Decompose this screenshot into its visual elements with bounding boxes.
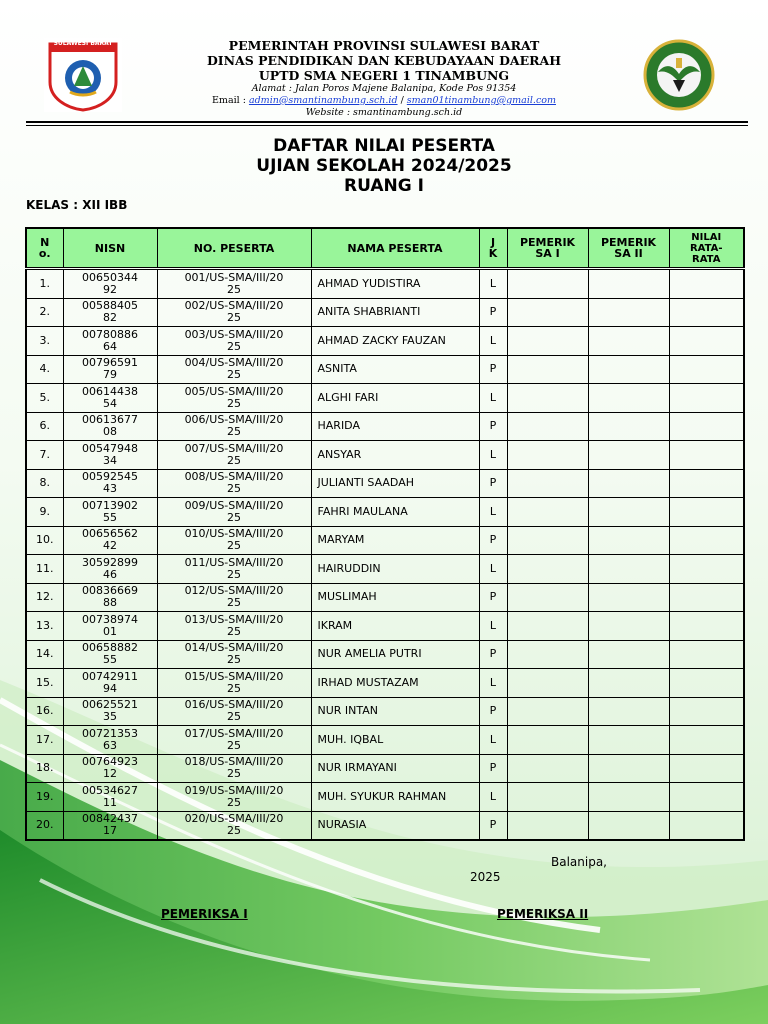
cell-nama-peserta: MUSLIMAH [311,583,479,612]
cell-nama-peserta: NUR INTAN [311,697,479,726]
cell-nilai[interactable] [669,469,744,498]
cell-no: 6. [26,412,63,441]
cell-nisn: 0054794834 [63,441,157,470]
cell-no: 15. [26,669,63,698]
cell-nilai[interactable] [669,498,744,527]
cell-pemeriksa-1[interactable] [507,583,588,612]
cell-pemeriksa-2[interactable] [588,811,669,840]
cell-nilai[interactable] [669,555,744,584]
cell-no: 19. [26,783,63,812]
cell-no-peserta: 006/US-SMA/III/2025 [157,412,311,441]
cell-pemeriksa-2[interactable] [588,355,669,384]
cell-no: 2. [26,298,63,327]
cell-nama-peserta: NUR IRMAYANI [311,754,479,783]
cell-no: 7. [26,441,63,470]
cell-no: 10. [26,526,63,555]
government-name: PEMERINTAH PROVINSI SULAWESI BARAT [228,38,540,53]
cell-pemeriksa-1[interactable] [507,469,588,498]
signing-place: Balanipa, [551,855,607,869]
cell-pemeriksa-2[interactable] [588,441,669,470]
cell-pemeriksa-2[interactable] [588,640,669,669]
cell-no-peserta: 005/US-SMA/III/2025 [157,384,311,413]
cell-no: 13. [26,612,63,641]
cell-no: 16. [26,697,63,726]
cell-no-peserta: 016/US-SMA/III/2025 [157,697,311,726]
cell-nilai[interactable] [669,783,744,812]
header-no-peserta: NO. PESERTA [157,228,311,269]
cell-nisn: 0072135363 [63,726,157,755]
table-row [26,441,744,470]
cell-no: 20. [26,811,63,840]
header-pemeriksa-2: PEMERIKSA II [588,228,669,269]
cell-nilai[interactable] [669,384,744,413]
table-row [26,754,744,783]
cell-nisn: 0062552135 [63,697,157,726]
cell-nama-peserta: AHMAD YUDISTIRA [311,269,479,299]
email-link-school[interactable]: sman01tinambung@gmail.com [406,95,556,106]
cell-nilai[interactable] [669,697,744,726]
cell-no-peserta: 012/US-SMA/III/2025 [157,583,311,612]
header-no: No. [26,228,63,269]
cell-no-peserta: 003/US-SMA/III/2025 [157,327,311,356]
cell-pemeriksa-2[interactable] [588,526,669,555]
title-line-1: DAFTAR NILAI PESERTA [273,136,495,156]
cell-no: 17. [26,726,63,755]
cell-nama-peserta: MUH. SYUKUR RAHMAN [311,783,479,812]
cell-no-peserta: 011/US-SMA/III/2025 [157,555,311,584]
cell-jk: L [479,269,507,299]
cell-pemeriksa-1[interactable] [507,697,588,726]
cell-nisn: 0058840582 [63,298,157,327]
table-row [26,526,744,555]
cell-jk: P [479,355,507,384]
cell-no-peserta: 015/US-SMA/III/2025 [157,669,311,698]
cell-nisn: 0084243717 [63,811,157,840]
table-row [26,298,744,327]
cell-nama-peserta: NURASIA [311,811,479,840]
table-row [26,327,744,356]
score-table [25,227,745,841]
table-row [26,583,744,612]
cell-no: 5. [26,384,63,413]
province-logo [44,38,122,112]
agency-name: DINAS PENDIDIKAN DAN KEBUDAYAAN DAERAH [206,53,562,68]
cell-pemeriksa-2[interactable] [588,269,669,299]
cell-no-peserta: 004/US-SMA/III/2025 [157,355,311,384]
cell-pemeriksa-1[interactable] [507,327,588,356]
signature-examiner-1: PEMERIKSA I [161,907,248,921]
cell-pemeriksa-1[interactable] [507,498,588,527]
cell-jk: P [479,640,507,669]
cell-nama-peserta: IRHAD MUSTAZAM [311,669,479,698]
cell-nama-peserta: ANSYAR [311,441,479,470]
cell-nama-peserta: HAIRUDDIN [311,555,479,584]
table-row [26,612,744,641]
cell-nisn: 3059289946 [63,555,157,584]
cell-nisn: 0074291194 [63,669,157,698]
school-logo [640,38,718,112]
letterhead [130,38,638,119]
email-link-admin[interactable]: admin@smantinambung.sch.id [248,95,398,106]
cell-pemeriksa-1[interactable] [507,555,588,584]
email-line [130,95,638,107]
cell-jk: P [479,583,507,612]
title-line-2: UJIAN SEKOLAH 2024/2025 [256,156,512,176]
cell-pemeriksa-1[interactable] [507,412,588,441]
cell-jk: L [479,441,507,470]
cell-no: 14. [26,640,63,669]
cell-pemeriksa-2[interactable] [588,327,669,356]
cell-nilai[interactable] [669,612,744,641]
cell-nama-peserta: ANITA SHABRIANTI [311,298,479,327]
school-address: Alamat : Jalan Poros Majene Balanipa, Kode Pos 91354 [251,83,517,94]
cell-pemeriksa-1[interactable] [507,612,588,641]
cell-nisn: 0053462711 [63,783,157,812]
cell-pemeriksa-1[interactable] [507,640,588,669]
cell-pemeriksa-1[interactable] [507,783,588,812]
table-row [26,355,744,384]
cell-pemeriksa-1[interactable] [507,355,588,384]
cell-nilai[interactable] [669,441,744,470]
header-pemeriksa-1: PEMERIKSA I [507,228,588,269]
cell-pemeriksa-1[interactable] [507,384,588,413]
cell-jk: L [479,384,507,413]
cell-nilai[interactable] [669,327,744,356]
cell-jk: P [479,697,507,726]
cell-nama-peserta: MUH. IQBAL [311,726,479,755]
cell-no-peserta: 009/US-SMA/III/2025 [157,498,311,527]
cell-nama-peserta: FAHRI MAULANA [311,498,479,527]
cell-pemeriksa-1[interactable] [507,811,588,840]
class-label: KELAS : XII IBB [26,198,128,212]
cell-nilai[interactable] [669,583,744,612]
document-title [0,136,768,196]
cell-no-peserta: 014/US-SMA/III/2025 [157,640,311,669]
cell-no-peserta: 007/US-SMA/III/2025 [157,441,311,470]
cell-nilai[interactable] [669,412,744,441]
cell-jk: L [479,669,507,698]
table-row [26,811,744,840]
cell-nama-peserta: AHMAD ZACKY FAUZAN [311,327,479,356]
cell-nama-peserta: HARIDA [311,412,479,441]
cell-pemeriksa-2[interactable] [588,783,669,812]
cell-jk: P [479,526,507,555]
cell-pemeriksa-1[interactable] [507,298,588,327]
cell-no: 9. [26,498,63,527]
cell-pemeriksa-1[interactable] [507,726,588,755]
cell-nilai[interactable] [669,640,744,669]
cell-jk: P [479,754,507,783]
cell-nilai[interactable] [669,726,744,755]
cell-nisn: 0065034492 [63,269,157,299]
cell-jk: P [479,469,507,498]
table-row [26,269,744,299]
cell-no-peserta: 002/US-SMA/III/2025 [157,298,311,327]
cell-no-peserta: 020/US-SMA/III/2025 [157,811,311,840]
cell-nisn: 0059254543 [63,469,157,498]
signing-year: 2025 [470,870,501,884]
cell-no-peserta: 001/US-SMA/III/2025 [157,269,311,299]
cell-nilai[interactable] [669,811,744,840]
cell-pemeriksa-2[interactable] [588,469,669,498]
table-row [26,555,744,584]
email-separator: / [397,95,407,106]
cell-pemeriksa-2[interactable] [588,754,669,783]
cell-no: 3. [26,327,63,356]
table-row [26,498,744,527]
cell-pemeriksa-2[interactable] [588,669,669,698]
table-row [26,412,744,441]
cell-nilai[interactable] [669,754,744,783]
cell-nama-peserta: NUR AMELIA PUTRI [311,640,479,669]
cell-nisn: 0083666988 [63,583,157,612]
cell-jk: L [479,327,507,356]
cell-pemeriksa-2[interactable] [588,498,669,527]
logo-caption: SULAWESI BARAT [53,40,113,47]
email-label: Email : [212,95,249,106]
cell-no: 18. [26,754,63,783]
cell-nama-peserta: ALGHI FARI [311,384,479,413]
cell-nama-peserta: JULIANTI SAADAH [311,469,479,498]
cell-no-peserta: 019/US-SMA/III/2025 [157,783,311,812]
table-row [26,469,744,498]
cell-nilai[interactable] [669,669,744,698]
cell-nisn: 0065656242 [63,526,157,555]
cell-jk: L [479,783,507,812]
cell-jk: L [479,555,507,584]
cell-no-peserta: 008/US-SMA/III/2025 [157,469,311,498]
cell-pemeriksa-2[interactable] [588,412,669,441]
cell-pemeriksa-1[interactable] [507,669,588,698]
cell-nisn: 0061443854 [63,384,157,413]
header-nama-peserta: NAMA PESERTA [311,228,479,269]
cell-nilai[interactable] [669,298,744,327]
cell-jk: P [479,412,507,441]
table-row [26,697,744,726]
cell-jk: P [479,811,507,840]
cell-pemeriksa-1[interactable] [507,526,588,555]
cell-nisn: 0061367708 [63,412,157,441]
cell-pemeriksa-1[interactable] [507,754,588,783]
cell-no-peserta: 013/US-SMA/III/2025 [157,612,311,641]
cell-no: 11. [26,555,63,584]
cell-pemeriksa-2[interactable] [588,726,669,755]
header-nilai-rata-rata: NILAI RATA-RATA [669,228,744,269]
cell-nilai[interactable] [669,526,744,555]
cell-no-peserta: 010/US-SMA/III/2025 [157,526,311,555]
letterhead-rule-thin [26,125,748,126]
cell-pemeriksa-2[interactable] [588,612,669,641]
cell-nilai[interactable] [669,269,744,299]
table-row [26,783,744,812]
table-row [26,384,744,413]
table-header-row [26,228,744,269]
cell-jk: P [479,298,507,327]
cell-nama-peserta: ASNITA [311,355,479,384]
cell-pemeriksa-2[interactable] [588,583,669,612]
cell-no: 1. [26,269,63,299]
signature-examiner-2: PEMERIKSA II [497,907,589,921]
table-row [26,726,744,755]
cell-jk: L [479,726,507,755]
header-jk: JK [479,228,507,269]
title-line-3: RUANG I [344,176,424,196]
cell-no: 4. [26,355,63,384]
letterhead-rule-thick [26,121,748,123]
cell-nama-peserta: MARYAM [311,526,479,555]
cell-nilai[interactable] [669,355,744,384]
cell-no-peserta: 017/US-SMA/III/2025 [157,726,311,755]
cell-pemeriksa-1[interactable] [507,269,588,299]
cell-no: 12. [26,583,63,612]
cell-jk: L [479,612,507,641]
cell-pemeriksa-2[interactable] [588,697,669,726]
table-row [26,640,744,669]
cell-pemeriksa-1[interactable] [507,441,588,470]
cell-nisn: 0078088664 [63,327,157,356]
cell-no-peserta: 018/US-SMA/III/2025 [157,754,311,783]
cell-no: 8. [26,469,63,498]
cell-nisn: 0079659179 [63,355,157,384]
cell-nisn: 0073897401 [63,612,157,641]
cell-nisn: 0065888255 [63,640,157,669]
website-line: Website : smantinambung.sch.id [305,107,463,118]
cell-nama-peserta: IKRAM [311,612,479,641]
school-name: UPTD SMA NEGERI 1 TINAMBUNG [258,68,510,83]
cell-pemeriksa-2[interactable] [588,555,669,584]
header-nisn: NISN [63,228,157,269]
cell-pemeriksa-2[interactable] [588,384,669,413]
cell-jk: L [479,498,507,527]
cell-nisn: 0071390255 [63,498,157,527]
cell-nisn: 0076492312 [63,754,157,783]
cell-pemeriksa-2[interactable] [588,298,669,327]
table-row [26,669,744,698]
